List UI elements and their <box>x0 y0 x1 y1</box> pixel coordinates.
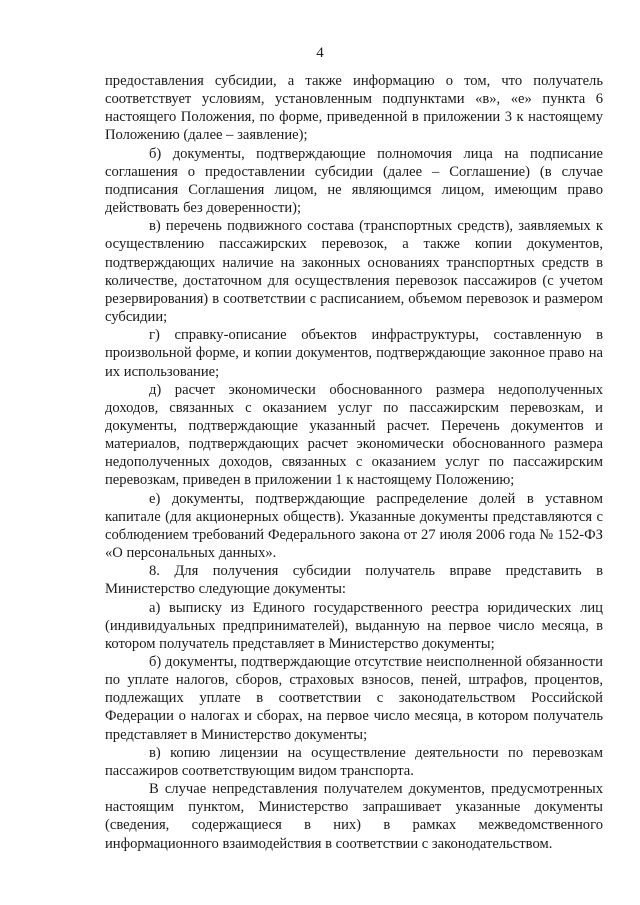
paragraph-closing: В случае непредставления получателем документов, предусмотренных настоящим пунктом, Министерство запрашивает указанные документы (сведения, содержащиеся в них) в рамках межведомственного информационного взаимодействия в соответствии с законодательством. <box>105 781 603 852</box>
paragraph-point-8-item-a: а) выписку из Единого государственного реестра юридических лиц (индивидуальных предпринимателей), выданную на первое число месяца, в котором получатель представляет в Министерство документы; <box>105 599 603 652</box>
page-number: 4 <box>316 45 324 61</box>
paragraph-item-g: г) справку-описание объектов инфраструктуры, составленную в произвольной форме, и копии документов, подтверждающие законное право на их использование; <box>105 327 603 380</box>
paragraph-item-d: д) расчет экономически обоснованного размера недополученных доходов, связанных с оказанием услуг по пассажирским перевозкам, и документы, подтверждающие указанный расчет. Перечень документов и материалов, подтверждающих расчет экономически обоснованного размера недополученных доходов, связанных с оказанием услуг по пассажирским перевозкам, приведен в приложении 1 к настоящему Положению; <box>105 381 603 489</box>
paragraph-item-b: б) документы, подтверждающие полномочия лица на подписание соглашения о предоставлении субсидии (далее – Соглашение) (в случае подписания Соглашения лицом, не являющимся лицом, имеющим право действовать без доверенности); <box>105 145 603 217</box>
paragraph-point-8: 8. Для получения субсидии получатель вправе представить в Министерство следующие документы: <box>105 563 603 598</box>
paragraph-point-8-item-b: б) документы, подтверждающие отсутствие неисполненной обязанности по уплате налогов, сборов, страховых взносов, пеней, штрафов, процентов, подлежащих уплате в соответствии с законодательством Российской Федерации о налогах и сборах, на первое число месяца, в котором получатель представляет в Министерство документы; <box>105 654 603 743</box>
paragraph-point-8-item-v: в) копию лицензии на осуществление деятельности по перевозкам пассажиров соответствующим видом транспорта. <box>105 744 603 779</box>
document-body <box>105 72 603 853</box>
paragraph-item-e: е) документы, подтверждающие распределение долей в уставном капитале (для акционерных обществ). Указанные документы представляются с соблюдением требований Федерального закона от 27 июля 2006 года № 152-ФЗ «О персональных данных». <box>105 490 603 562</box>
paragraph-item-v: в) перечень подвижного состава (транспортных средств), заявляемых к осуществлению пассажирских перевозок, а также копии документов, подтверждающих наличие на законных основаниях транспортных средств в количестве, достаточном для осуществления перевозок пассажиров (с учетом резервирования) в соответствии с расписанием, объемом перевозок и размером субсидии; <box>105 218 603 326</box>
paragraph-continuation: предоставления субсидии, а также информацию о том, что получатель соответствует условиям, установленным подпунктами «в», «е» пункта 6 настоящего Положения, по форме, приведенной в приложении 3 к настоящему Положению (далее – заявление); <box>105 73 603 144</box>
